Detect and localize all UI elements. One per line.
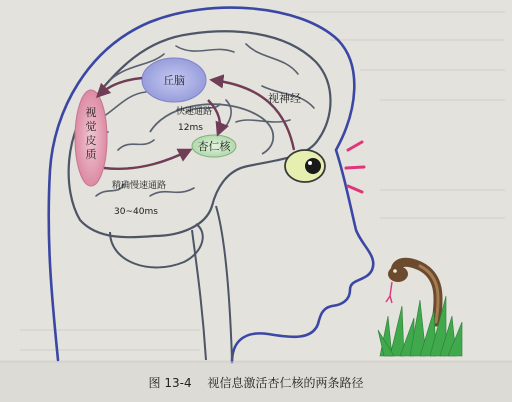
snake-head xyxy=(388,266,408,282)
slow-time-label: 30~40ms xyxy=(114,207,158,217)
fast-time-label: 12ms xyxy=(178,123,203,133)
figure-number: 图 13-4 xyxy=(148,376,192,390)
fast-path-label: 快速通路 xyxy=(176,107,213,117)
snake-eye xyxy=(393,269,397,273)
amygdala-label: 杏仁核 xyxy=(197,140,231,153)
visual-cortex-label: 视觉皮质 xyxy=(85,106,97,161)
optic-nerve-label: 视神经 xyxy=(268,92,301,105)
figure-caption xyxy=(0,374,512,391)
thalamus-label: 丘脑 xyxy=(163,74,185,87)
eye-pupil xyxy=(305,158,321,174)
eye-highlight xyxy=(308,161,312,165)
slow-path-label: 精确慢速通路 xyxy=(112,181,167,191)
figure-title: 视信息激活杏仁核的两条路径 xyxy=(207,376,364,390)
